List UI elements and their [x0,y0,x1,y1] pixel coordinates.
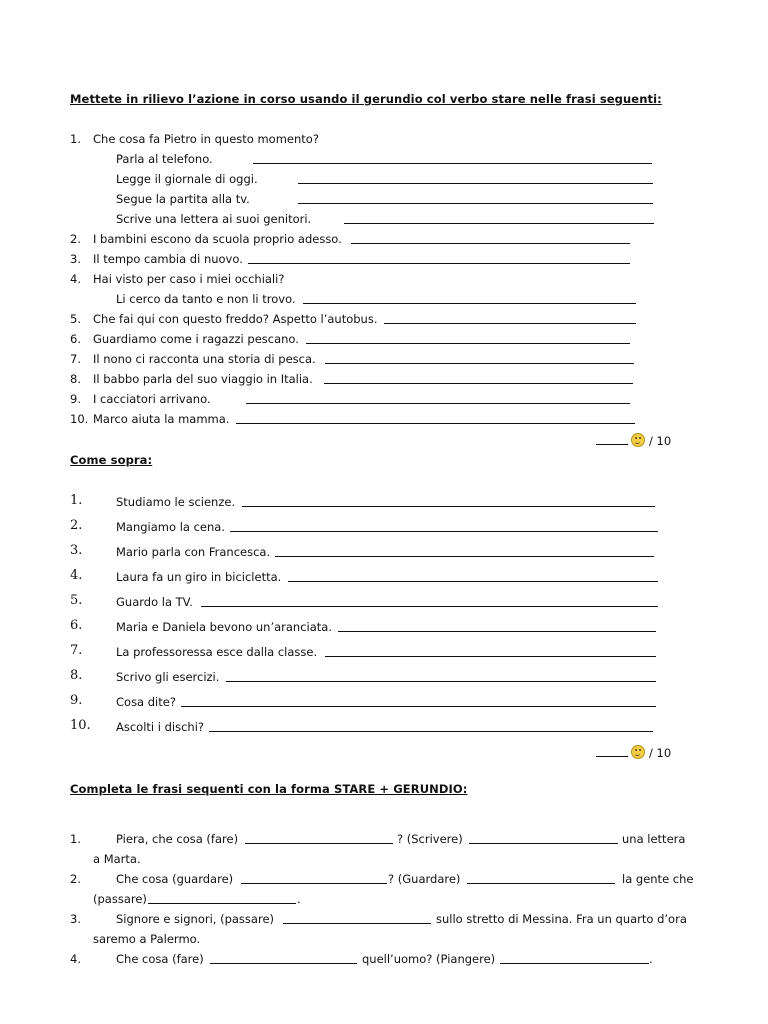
answer-blank[interactable] [469,832,618,844]
list-item-text: Il babbo parla del suo viaggio in Italia. [93,372,313,386]
list-item-number: 3. [70,252,81,266]
list-item-text: ? (Scrivere) [397,832,463,846]
list-item-number: 3. [70,543,83,558]
answer-blank[interactable] [283,912,431,924]
score-total: / 10 [649,746,672,760]
list-item-text: Mario parla con Francesca. [116,545,271,559]
list-item-text: Hai visto per caso i miei occhiali? [93,272,285,286]
list-item-text: saremo a Palermo. [93,932,201,946]
answer-blank[interactable] [201,595,658,607]
list-item-text: Mangiamo la cena. [116,520,225,534]
list-item-text: Guardo la TV. [116,595,193,609]
list-item-text: Maria e Daniela bevono un’aranciata. [116,620,333,634]
answer-blank[interactable] [275,545,654,557]
answer-blank[interactable] [230,520,658,532]
list-item-number: 9. [70,693,83,708]
score-box [596,433,671,448]
list-item-number: 10. [70,412,89,426]
answer-blank[interactable] [298,192,653,204]
list-item-text: Che fai qui con questo freddo? Aspetto l’autobus. [93,312,378,326]
answer-blank[interactable] [384,312,636,324]
list-item-text: quell’uomo? (Piangere) [362,952,496,966]
list-item-text: Il nono ci racconta una storia di pesca. [93,352,316,366]
list-item-text: . [297,892,301,906]
answer-blank[interactable] [351,232,630,244]
smiley-icon [631,745,645,759]
list-item-text: Guardiamo come i ragazzi pescano. [93,332,299,346]
list-item-text: . [649,952,653,966]
answer-blank[interactable] [226,670,656,682]
list-item-text: Segue la partita alla tv. [116,192,250,206]
list-item-number: 7. [70,643,83,658]
answer-blank[interactable] [148,892,296,904]
answer-blank[interactable] [241,872,387,884]
score-total: / 10 [649,434,672,448]
answer-blank[interactable] [303,292,636,304]
list-item-text: Che cosa (fare) [116,952,204,966]
answer-blank[interactable] [236,412,635,424]
section3-heading: Completa le frasi sequenti con la forma STARE + GERUNDIO: [70,782,468,796]
score-box [596,745,671,760]
list-item-text: Studiamo le scienze. [116,495,236,509]
list-item-number: 8. [70,372,81,386]
list-item-number: 1. [70,132,81,146]
list-item-text: Signore e signori, (passare) [116,912,275,926]
list-item-number: 6. [70,332,81,346]
answer-blank[interactable] [181,695,656,707]
list-item-text: I cacciatori arrivano. [93,392,211,406]
list-item-text: sullo stretto di Messina. Fra un quarto d’ora [436,912,687,926]
list-item-text: Che cosa fa Pietro in questo momento? [93,132,319,146]
list-item-text: Laura fa un giro in bicicletta. [116,570,282,584]
list-item-text: Il tempo cambia di nuovo. [93,252,243,266]
answer-blank[interactable] [325,645,656,657]
answer-blank[interactable] [324,372,633,384]
answer-blank[interactable] [288,570,658,582]
list-item-text: ? (Guardare) [388,872,461,886]
list-item-number: 2. [70,232,81,246]
list-item-text: Scrive una lettera ai suoi genitori. [116,212,312,226]
answer-blank[interactable] [248,252,630,264]
answer-blank[interactable] [298,172,653,184]
section1-heading: Mettete in rilievo l’azione in corso usando il gerundio col verbo stare nelle frasi seguenti: [70,92,662,106]
list-item-number: 1. [70,493,83,508]
list-item-text: Ascolti i dischi? [116,720,205,734]
score-blank[interactable] [596,745,628,757]
section2-heading: Come sopra: [70,453,153,467]
list-item-text: I bambini escono da scuola proprio adesso. [93,232,342,246]
list-item-text: La professoressa esce dalla classe. [116,645,318,659]
list-item-text: Parla al telefono. [116,152,213,166]
list-item-text: la gente che [622,872,694,886]
list-item-text: a Marta. [93,852,141,866]
list-item-number: 4. [70,568,83,583]
list-item-number: 2. [70,872,81,886]
answer-blank[interactable] [209,720,653,732]
answer-blank[interactable] [245,832,393,844]
list-item-number: 3. [70,912,81,926]
list-item-text: Marco aiuta la mamma. [93,412,230,426]
list-item-number: 5. [70,312,81,326]
list-item-text: Li cerco da tanto e non li trovo. [116,292,296,306]
list-item-text: Piera, che cosa (fare) [116,832,239,846]
list-item-number: 8. [70,668,83,683]
list-item-text: una lettera [622,832,686,846]
list-item-text: (passare) [93,892,147,906]
smiley-icon [631,433,645,447]
list-item-number: 1. [70,832,81,846]
list-item-number: 10. [70,718,91,733]
answer-blank[interactable] [210,952,357,964]
answer-blank[interactable] [500,952,649,964]
list-item-text: Scrivo gli esercizi. [116,670,220,684]
answer-blank[interactable] [253,152,652,164]
list-item-number: 4. [70,272,81,286]
list-item-number: 7. [70,352,81,366]
list-item-number: 5. [70,593,83,608]
list-item-number: 9. [70,392,81,406]
list-item-text: Cosa dite? [116,695,176,709]
answer-blank[interactable] [338,620,656,632]
list-item-number: 6. [70,618,83,633]
answer-blank[interactable] [242,495,655,507]
list-item-text: Legge il giornale di oggi. [116,172,258,186]
answer-blank[interactable] [306,332,630,344]
score-blank[interactable] [596,433,628,445]
list-item-text: Che cosa (guardare) [116,872,234,886]
answer-blank[interactable] [344,212,654,224]
answer-blank[interactable] [246,392,630,404]
list-item-number: 4. [70,952,81,966]
list-item-number: 2. [70,518,83,533]
answer-blank[interactable] [325,352,634,364]
answer-blank[interactable] [467,872,615,884]
